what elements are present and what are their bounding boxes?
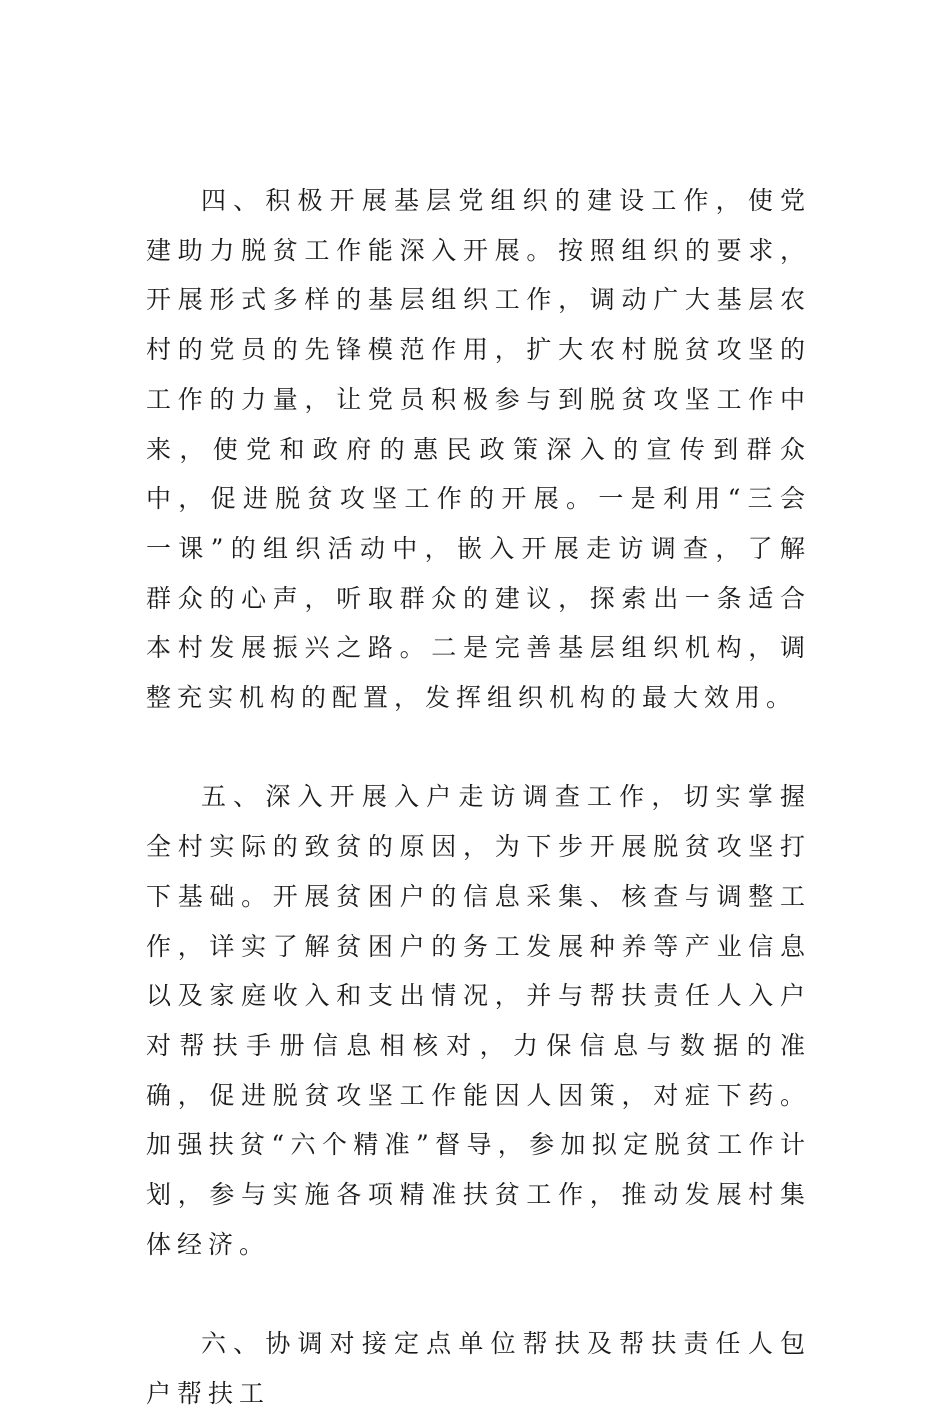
paragraph-section-5: 五、深入开展入户走访调查工作，切实掌握全村实际的致贫的原因，为下步开展脱贫攻坚打下基础。开展贫困户的信息采集、核查与调整工作，详实了解贫困户的务工发展种养等产业信息以及家庭收入和支出情况，并与帮扶责任人入户对帮扶手册信息相核对，力保信息与数据的准确，促进脱贫攻坚工作能因人因策，对症下药。加强扶贫“六个精准”督导，参加拟定脱贫工作计划，参与实施各项精准扶贫工作，推动发展村集体经济。	[146, 782, 811, 1259]
paragraph-section-4: 四、积极开展基层党组织的建设工作，使党建助力脱贫工作能深入开展。按照组织的要求，开展形式多样的基层组织工作，调动广大基层农村的党员的先锋模范作用，扩大农村脱贫攻坚的工作的力量，让党员积极参与到脱贫攻坚工作中来，使党和政府的惠民政策深入的宣传到群众中，促进脱贫攻坚工作的开展。一是利用“三会一课”的组织活动中，嵌入开展走访调查，了解群众的心声，听取群众的建议，探索出一条适合本村发展振兴之路。二是完善基层组织机构，调整充实机构的配置，发挥组织机构的最大效用。	[146, 186, 811, 713]
paragraph-section-6: 六、协调对接定点单位帮扶及帮扶责任人包户帮扶工	[146, 1329, 811, 1408]
document-body	[146, 176, 811, 1419]
